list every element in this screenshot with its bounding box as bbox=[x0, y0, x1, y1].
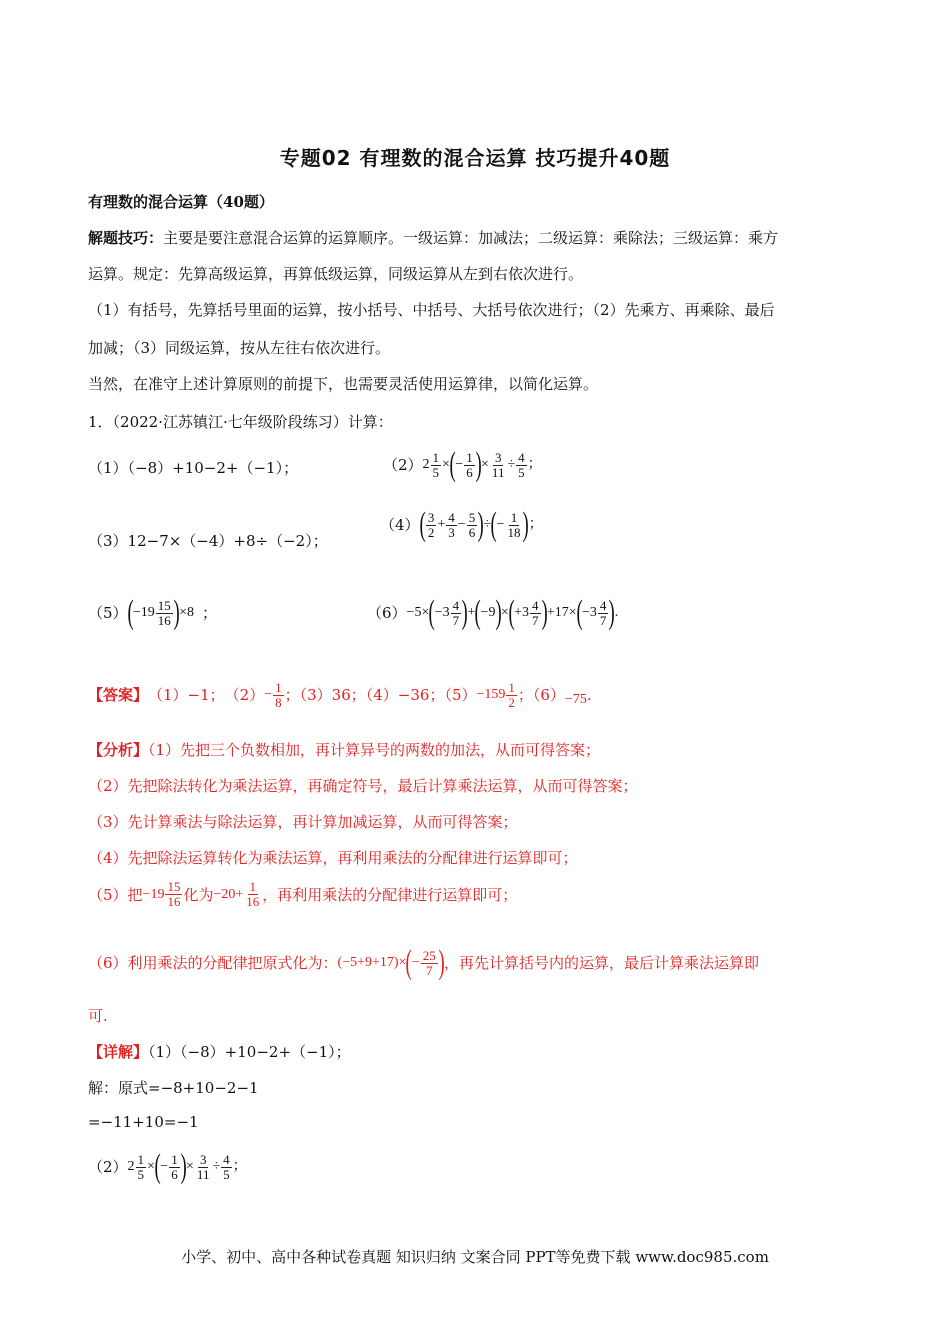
q1-part-6-label: （6） bbox=[367, 604, 407, 622]
answer-6-label: ；（6） bbox=[517, 686, 565, 704]
analysis-line-3: （3）先计算乘法与除法运算，再计算加减运算，从而可得答案； bbox=[88, 813, 518, 831]
q1-part-5-expression: ( −19 $\frac{15}{16}$ ) ×8 bbox=[127, 594, 195, 631]
analysis-line-2: （2）先把除法转化为乘法运算，再确定符号，最后计算乘法运算，从而可得答案； bbox=[88, 777, 638, 795]
analysis-label: 【分析】 bbox=[88, 741, 149, 759]
page-title: 专题02 有理数的混合运算 技巧提升40题 bbox=[279, 146, 671, 170]
detail-step-2: =−11+10=−1 bbox=[88, 1113, 199, 1131]
answer-2-label: （2） bbox=[224, 686, 265, 704]
answer-1: （1）−1； bbox=[148, 686, 225, 704]
q1-part-6 bbox=[367, 596, 618, 630]
tips-text-1: 主要是要注意混合运算的运算顺序。一级运算：加减法；二级运算：乘除法；三级运算：乘方 bbox=[163, 229, 779, 247]
q1-part-4 bbox=[380, 508, 543, 542]
answer-line bbox=[88, 680, 592, 710]
q1-part-5-label: （5） bbox=[88, 604, 128, 622]
detail-label: 【详解】 bbox=[88, 1043, 149, 1061]
q1-part-4-expression: ( $\frac{3}{2}$ + $\frac{4}{3}$ − $\frac{5}{6}$ ) ÷ ( − $\frac{1}{18}$ ) ； bbox=[419, 506, 543, 543]
answer-label: 【答案】 bbox=[88, 686, 149, 704]
q1-part-4-label: （4） bbox=[380, 516, 420, 534]
analysis-5-a: （5）把 bbox=[88, 885, 143, 904]
analysis-6-b: ，再先计算括号内的运算，最后计算乘法运算即 bbox=[444, 954, 760, 972]
analysis-line-6 bbox=[88, 946, 759, 980]
analysis-line-1 bbox=[88, 740, 600, 760]
tips-label: 解题技巧： bbox=[88, 229, 164, 247]
tips-line-2: 运算。规定：先算高级运算，再算低级运算，同级运算从左到右依次进行。 bbox=[88, 265, 584, 283]
tips-line-1 bbox=[88, 228, 778, 248]
question-1-stem: 1．（2022·江苏镇江·七年级阶段练习）计算： bbox=[88, 413, 393, 431]
analysis-line-6-end: 可. bbox=[88, 1007, 108, 1025]
q1-part-2 bbox=[383, 448, 542, 482]
tips-line-4: 加减；（3）同级运算，按从左往右依次进行。 bbox=[88, 339, 391, 357]
tips-line-5: 当然，在准守上述计算原则的前提下，也需要灵活使用运算律，以简化运算。 bbox=[88, 375, 599, 393]
analysis-line-4: （4）先把除法运算转化为乘法运算，再利用乘法的分配律进行运算即可； bbox=[88, 849, 578, 867]
tips-line-3: （1）有括号，先算括号里面的运算，按小括号、中括号、大括号依次进行；（2）先乘方、再乘除、最后 bbox=[88, 301, 775, 319]
analysis-5-b: 化为 bbox=[183, 885, 214, 904]
answer-3-5: ；（3）36；（4）−36；（5） bbox=[284, 686, 477, 704]
detail-q2-expression: 2 $\frac{1}{5}$ × ( − $\frac{1}{6}$ ) × $\frac{3}{11}$ ÷ $\frac{4}{5}$ ； bbox=[127, 1148, 247, 1185]
detail-heading bbox=[88, 1042, 351, 1062]
section-heading: 有理数的混合运算（40题） bbox=[88, 193, 274, 211]
detail-q2 bbox=[88, 1150, 247, 1184]
analysis-6-expr: (−5+9+17)× ( − $\frac{25}{7}$ ) bbox=[337, 944, 445, 981]
q1-part-3: （3）12−7×（−4）+8÷（−2）； bbox=[88, 532, 328, 550]
answer-6-value: −75 bbox=[564, 692, 587, 707]
q1-part-6-expression: −5× ( −3 $\frac{4}{7}$ ) + ( −9 ) × ( +3 $\frac{4}{7}$ ) +17× ( −3 $\frac{4}{7}$ ) . bbox=[406, 594, 619, 631]
analysis-6-a: （6）利用乘法的分配律把原式化为： bbox=[88, 954, 338, 972]
q1-part-5: （5） ( −19 $\frac{15}{16}$ ) ×8 ； bbox=[88, 594, 218, 631]
q1-part-2-label: （2） bbox=[383, 456, 423, 474]
footer: 小学、初中、高中各种试卷真题 知识归纳 文案合同 PPT等免费下载 www.doc985.com bbox=[181, 1248, 769, 1266]
detail-q2-label: （2） bbox=[88, 1158, 128, 1176]
analysis-text-1: （1）先把三个负数相加，再计算异号的两数的加法，从而可得答案； bbox=[148, 741, 601, 759]
answer-end: . bbox=[586, 686, 592, 704]
q1-part-1: （1）（−8）+10−2+（−1）； bbox=[88, 459, 299, 477]
q1-part-2-expression: 2 $\frac{1}{5}$ × ( − $\frac{1}{6}$ ) × $\frac{3}{11}$ ÷ $\frac{4}{5}$ ； bbox=[422, 446, 542, 483]
analysis-5-expr-1: −19 $\frac{15}{16}$ bbox=[142, 879, 181, 909]
detail-step-1: 解：原式=−8+10−2−1 bbox=[88, 1079, 259, 1097]
answer-2-value: − $\frac{1}{8}$ bbox=[264, 679, 282, 710]
analysis-5-expr-2: −20+ $\frac{1}{16}$ bbox=[213, 879, 260, 909]
detail-head: （1）（−8）+10−2+（−1）； bbox=[148, 1043, 351, 1061]
analysis-5-c: ，再利用乘法的分配律进行运算即可； bbox=[262, 885, 518, 904]
answer-5-value: −159 $\frac{1}{2}$ bbox=[476, 679, 515, 710]
analysis-line-5 bbox=[88, 880, 517, 909]
